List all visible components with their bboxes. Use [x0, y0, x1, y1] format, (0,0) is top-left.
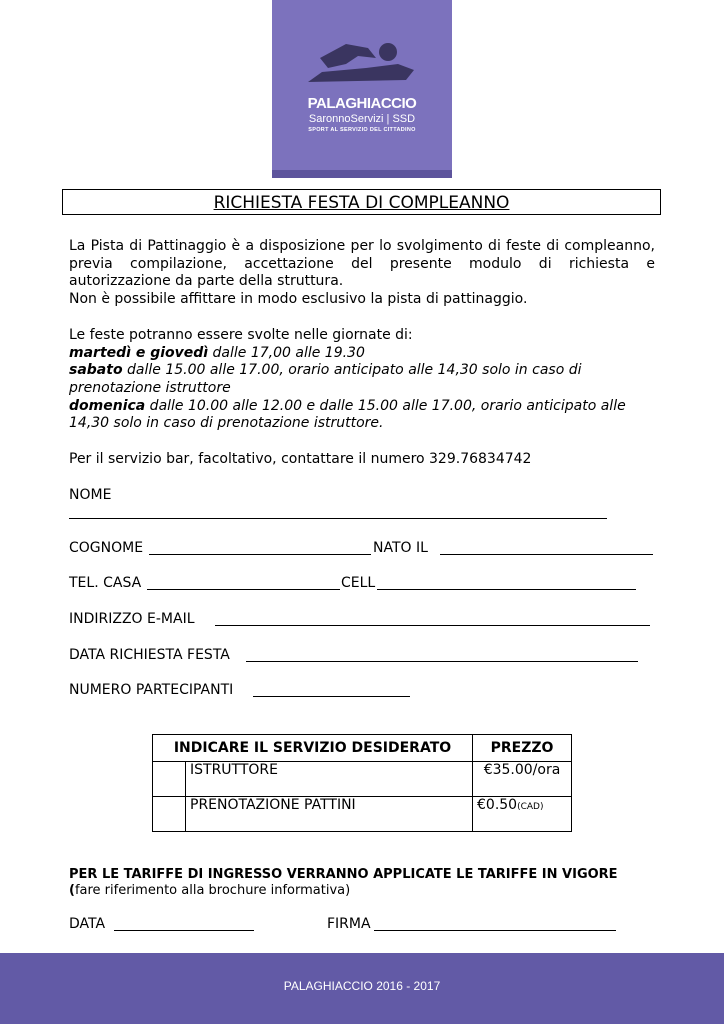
tel-casa-field[interactable]	[147, 589, 340, 590]
title-box	[62, 189, 661, 215]
skater-icon	[306, 38, 418, 86]
schedule-day3-hours: dalle 10.00 alle 12.00 e dalle 15.00 alle 17.00, orario anticipato alle	[145, 398, 626, 414]
partecipanti-field[interactable]	[253, 696, 410, 697]
page-title: RICHIESTA FESTA DI COMPLEANNO	[213, 193, 510, 213]
logo-tagline: SPORT AL SERVIZIO DEL CITTADINO	[308, 127, 416, 133]
firma-field[interactable]	[374, 930, 616, 931]
service-name: ISTRUTTORE	[186, 762, 473, 797]
tariffe-note: PER LE TARIFFE DI INGRESSO VERRANNO APPLICATE LE TARIFFE IN VIGORE	[69, 867, 618, 882]
schedule-day1	[69, 345, 365, 362]
schedule-heading: Le feste potranno essere svolte nelle giornate di:	[69, 327, 413, 343]
logo-name: PALAGHIACCIO	[307, 95, 417, 112]
tariffe-subnote	[69, 882, 350, 899]
data-richiesta-label: DATA RICHIESTA FESTA	[69, 647, 230, 663]
tel-casa-label: TEL. CASA	[69, 575, 142, 591]
partecipanti-label: NUMERO PARTECIPANTI	[69, 682, 234, 698]
footer-text: PALAGHIACCIO 2016 - 2017	[283, 979, 441, 993]
logo-strip	[272, 170, 452, 178]
schedule-day3-name: domenica	[69, 398, 146, 414]
schedule-day2	[69, 362, 582, 379]
schedule-day2-name: sabato	[69, 362, 123, 378]
schedule-day2-hours: dalle 15.00 alle 17.00, orario anticipato alle 14,30 solo in caso di	[122, 362, 582, 378]
schedule-day1-name: martedì e giovedì	[69, 345, 209, 361]
table-header-row	[153, 735, 572, 762]
service-price-value: €0.50	[477, 797, 518, 813]
cognome-field[interactable]	[149, 554, 371, 555]
cell-label: CELL	[341, 575, 376, 591]
email-label: INDIRIZZO E-MAIL	[69, 611, 195, 627]
data-field[interactable]	[114, 930, 254, 931]
service-price-unit: (CAD)	[517, 802, 544, 812]
footer	[0, 953, 724, 1024]
schedule-day2-hours-cont: prenotazione istruttore	[69, 380, 231, 396]
schedule-day3-hours-cont: 14,30 solo in caso di prenotazione istruttore.	[69, 415, 384, 431]
logo-subtitle: SaronnoServizi | SSD	[308, 113, 416, 125]
table-row	[153, 762, 572, 797]
services-table	[152, 734, 572, 832]
service-checkbox-istruttore[interactable]	[153, 762, 186, 797]
cognome-label: COGNOME	[69, 540, 144, 556]
email-field[interactable]	[215, 625, 650, 626]
service-price-value: €35.00/ora	[483, 762, 561, 778]
intro-line-4: Non è possibile affittare in modo esclusivo la pista di pattinaggio.	[69, 291, 528, 307]
schedule-day1-hours: dalle 17,00 alle 19.30	[208, 345, 365, 361]
logo	[272, 0, 452, 178]
nome-field[interactable]	[69, 518, 607, 519]
cell-field[interactable]	[377, 589, 636, 590]
table-row	[153, 797, 572, 832]
tariffe-note-text: fare riferimento alla brochure informativa)	[74, 883, 351, 898]
intro-line-3: autorizzazione da parte della struttura.	[69, 273, 344, 289]
nome-label: NOME	[69, 487, 112, 503]
nato-il-field[interactable]	[440, 554, 653, 555]
data-richiesta-field[interactable]	[246, 661, 638, 662]
service-name: PRENOTAZIONE PATTINI	[186, 797, 473, 832]
data-label: DATA	[69, 916, 106, 932]
intro-line-2: previa compilazione, accettazione del presente modulo di richiesta e	[69, 256, 655, 272]
bar-note: Per il servizio bar, facoltativo, contattare il numero 329.76834742	[69, 451, 532, 467]
service-price	[473, 762, 572, 797]
table-header-price: PREZZO	[473, 735, 572, 762]
nato-il-label: NATO IL	[373, 540, 428, 556]
firma-label: FIRMA	[327, 916, 371, 932]
schedule-day3	[69, 398, 626, 415]
service-price	[473, 797, 572, 832]
tariffe-paren: (	[69, 883, 75, 898]
intro-line-1: La Pista di Pattinaggio è a disposizione per lo svolgimento di feste di compleanno,	[69, 238, 655, 254]
service-checkbox-pattini[interactable]	[153, 797, 186, 832]
table-header-service: INDICARE IL SERVIZIO DESIDERATO	[153, 735, 473, 762]
